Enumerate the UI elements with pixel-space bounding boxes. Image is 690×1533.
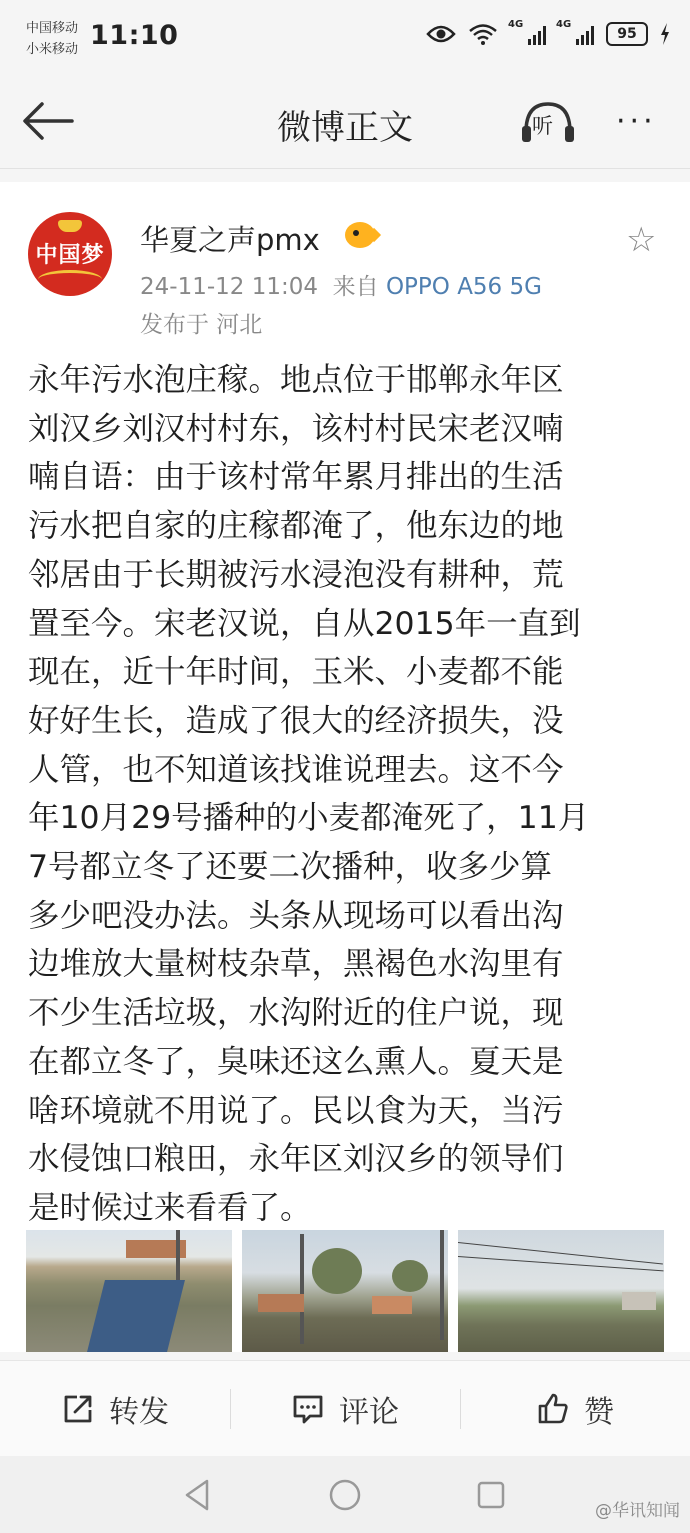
signal-icon — [508, 19, 546, 45]
post-action-bar — [0, 1360, 690, 1457]
eye-icon — [426, 24, 456, 44]
post-image-3[interactable] — [458, 1230, 664, 1352]
body-line: 好好生长，造成了很大的经济损失，没 — [28, 702, 564, 739]
back-triangle-icon[interactable] — [182, 1478, 212, 1512]
device-link[interactable]: OPPO A56 5G — [385, 274, 542, 300]
more-options-icon[interactable]: ··· — [616, 104, 657, 139]
avatar-text: 中国梦 — [35, 243, 105, 268]
carrier-2: 小米移动 — [26, 42, 79, 57]
avatar[interactable] — [28, 212, 112, 296]
source-prefix: 来自 — [332, 274, 379, 300]
body-line: 年10月29号播种的小麦都淹死了，11月 — [28, 800, 590, 837]
username[interactable]: 华夏之声pmx — [140, 223, 320, 257]
body-line: 永年污水泡庄稼。地点位于邯郸永年区 — [28, 362, 564, 398]
battery-indicator — [606, 22, 648, 46]
body-line: 7号都立冬了还要二次播种，收多少算 — [28, 849, 553, 886]
post-meta — [140, 268, 542, 301]
network-type-label: 4G — [556, 19, 572, 30]
carrier-1: 中国移动 — [26, 21, 79, 36]
body-line: 是时候过来看看了。 — [28, 1189, 312, 1226]
listen-label: 听 — [532, 114, 553, 138]
body-line: 人管，也不知道该找谁说理去。这不今 — [28, 751, 564, 788]
charging-icon — [660, 23, 670, 45]
body-line: 现在，近十年时间，玉米、小麦都不能 — [28, 654, 564, 691]
body-line: 边堆放大量树枝杂草，黑褐色水沟里有 — [28, 946, 564, 983]
share-icon — [61, 1392, 95, 1426]
post-body — [28, 356, 668, 1233]
post-card — [0, 182, 690, 1352]
comment-button[interactable] — [230, 1361, 460, 1457]
signal-icon — [556, 19, 594, 45]
carrier-info — [26, 18, 78, 60]
body-line: 置至今。宋老汉说，自从2015年一直到 — [28, 605, 581, 642]
recent-apps-icon[interactable] — [476, 1480, 506, 1510]
home-circle-icon[interactable] — [328, 1478, 362, 1512]
listen-button[interactable] — [520, 98, 576, 146]
body-line: 水侵蚀口粮田，永年区刘汉乡的领导们 — [28, 1141, 564, 1178]
post-image-1[interactable] — [26, 1230, 232, 1352]
body-line: 喃自语：由于该村常年累月排出的生活 — [28, 459, 564, 496]
comment-label: 评论 — [339, 1395, 399, 1430]
post-timestamp: 24-11-12 11:04 — [140, 274, 318, 300]
body-line: 刘汉乡刘汉村村东，该村村民宋老汉喃 — [28, 410, 564, 447]
like-button[interactable] — [460, 1361, 690, 1457]
body-line: 污水把自家的庄稼都淹了，他东边的地 — [28, 508, 564, 545]
post-location: 发布于 河北 — [140, 312, 263, 338]
wifi-icon — [468, 22, 498, 46]
comment-icon — [291, 1392, 325, 1426]
network-type-label: 4G — [508, 19, 524, 30]
like-label: 赞 — [584, 1395, 614, 1430]
repost-label: 转发 — [109, 1395, 169, 1430]
status-bar — [0, 0, 690, 76]
system-nav-bar — [0, 1456, 690, 1533]
body-line: 邻居由于长期被污水浸泡没有耕种，荒 — [28, 556, 564, 593]
body-line: 啥环境就不用说了。民以食为天，当污 — [28, 1092, 564, 1129]
status-time: 11:10 — [90, 20, 179, 51]
thumbs-up-icon — [536, 1392, 570, 1426]
favorite-star-icon[interactable]: ☆ — [626, 220, 657, 260]
body-line: 在都立冬了，臭味还这么熏人。夏天是 — [28, 1043, 564, 1080]
body-line: 多少吧没办法。头条从现场可以看出沟 — [28, 897, 564, 934]
page-title: 微博正文 — [277, 108, 413, 148]
repost-button[interactable] — [0, 1361, 230, 1457]
watermark: @华讯知闻 — [595, 1501, 680, 1521]
emblem-icon — [58, 220, 82, 232]
fish-badge-icon — [345, 222, 375, 248]
battery-level: 95 — [617, 26, 637, 42]
post-image-2[interactable] — [242, 1230, 448, 1352]
top-nav-bar — [0, 76, 690, 169]
body-line: 不少生活垃圾，水沟附近的住户说，现 — [28, 995, 564, 1032]
